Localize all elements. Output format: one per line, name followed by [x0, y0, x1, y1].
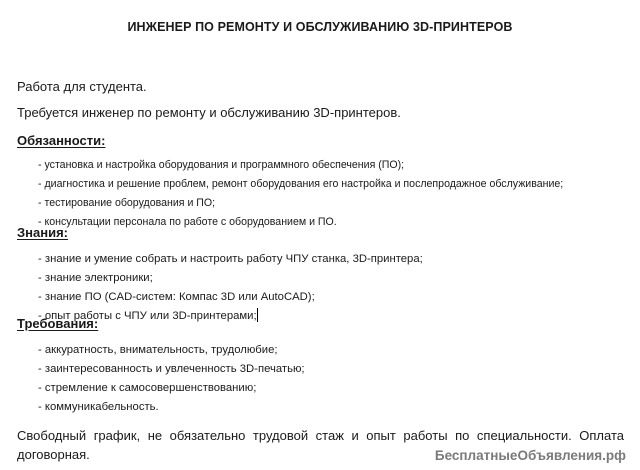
list-item: - стремление к самосовершенствованию;: [38, 382, 257, 394]
text-cursor: [257, 308, 258, 322]
watermark: БесплатныеОбъявления.рф: [434, 448, 626, 463]
requirements-list: [38, 341, 305, 417]
list-item: - диагностика и решение проблем, ремонт оборудования его настройка и послепродажное обслуживание;: [38, 178, 564, 190]
list-item: - знание ПО (CAD-систем: Компас 3D или AutoCAD);: [38, 291, 315, 303]
list-item: - установка и настройка оборудования и программного обеспечения (ПО);: [38, 159, 405, 171]
section-heading-knowledge: Знания:: [17, 225, 68, 240]
intro-line-2: Требуется инженер по ремонту и обслуживанию 3D-принтеров.: [17, 105, 401, 120]
document-title: ИНЖЕНЕР ПО РЕМОНТУ И ОБСЛУЖИВАНИЮ 3D-ПРИНТЕРОВ: [127, 20, 513, 34]
list-item: - консультации персонала по работе с оборудованием и ПО.: [38, 216, 337, 228]
list-item: - коммуникабельность.: [38, 401, 159, 413]
section-heading-requirements: Требования:: [17, 316, 99, 331]
list-item: - аккуратность, внимательность, трудолюбие;: [38, 344, 278, 356]
intro-line-1: Работа для студента.: [17, 79, 147, 94]
list-item: - знание и умение собрать и настроить работу ЧПУ станка, 3D-принтера;: [38, 253, 423, 265]
section-heading-duties: Обязанности:: [17, 133, 106, 148]
list-item: - знание электроники;: [38, 272, 153, 284]
list-item-text: - опыт работы с ЧПУ или 3D-принтерами;: [38, 310, 257, 322]
duties-list: [38, 156, 563, 232]
knowledge-list: [38, 250, 423, 326]
list-item: - тестирование оборудования и ПО;: [38, 197, 216, 209]
footer-paragraph: Свободный график, не обязательно трудовой стаж и опыт работы по специальности. Оплата договорная.: [17, 428, 624, 462]
list-item: - заинтересованность и увлеченность 3D-печатью;: [38, 363, 305, 375]
